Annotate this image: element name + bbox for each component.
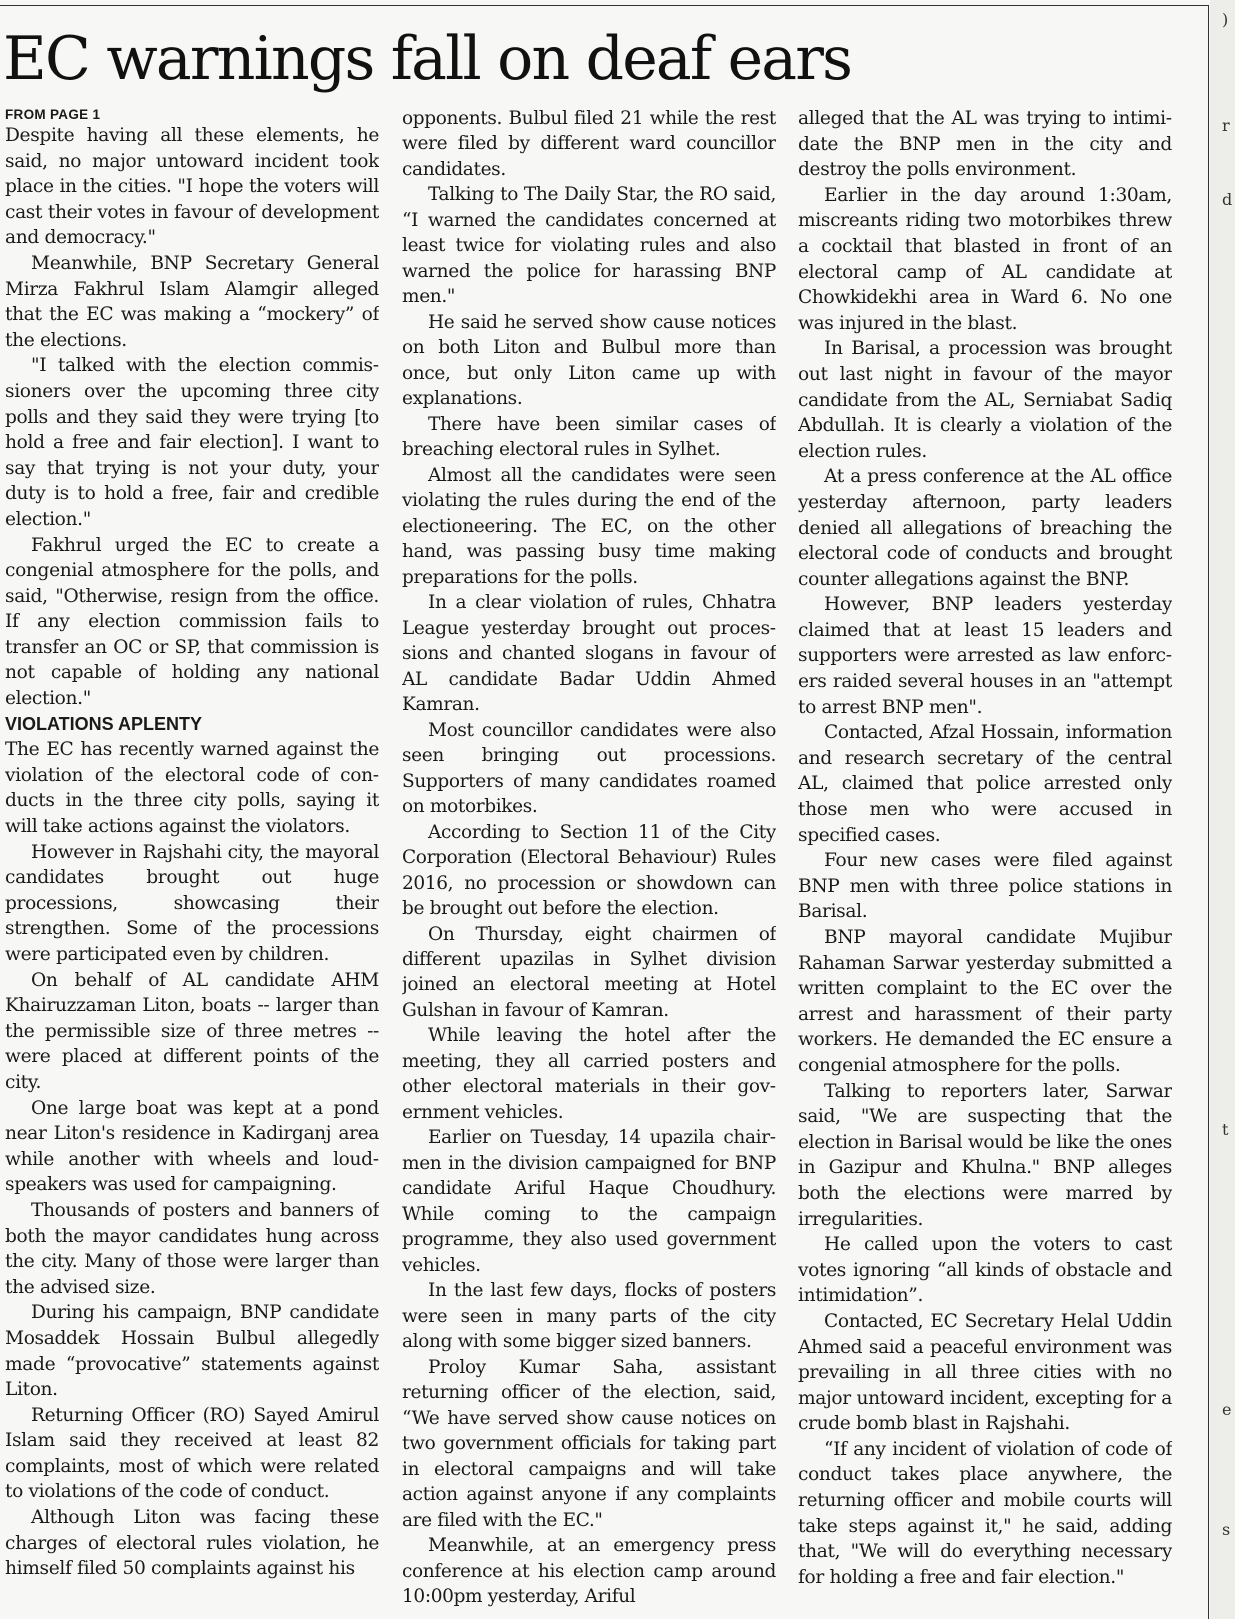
adjacent-column-edge (1210, 0, 1235, 1619)
paragraph: Contacted, EC Secretary Helal Uddin Ahmed said a peaceful environment was prevailing in all three cities with no major untoward incident, excepting for a crude bomb blast in Rajshahi. (798, 1310, 1172, 1435)
edge-fragment: d (1222, 190, 1233, 209)
paragraph: At a press conference at the AL office yesterday afternoon, party leaders denied all allegations of breaching the electoral code of conducts and brought counter allegations against the BNP. (798, 466, 1172, 590)
paragraph: During his campaign, BNP candidate Mosaddek Hossain Bulbul allegedly made “provocative” statements against Liton. (5, 1302, 379, 1401)
paragraph: However in Rajshahi city, the mayoral candidates brought out huge processions, showcasing their strengthen. Some of the processions were participated even by children. (5, 841, 379, 965)
edge-fragment: t (1222, 1120, 1229, 1139)
headline: EC warnings fall on deaf ears (3, 24, 852, 94)
paragraph: On Thursday, eight chairmen of different upazilas in Sylhet division joined an electoral meeting at Hotel Gulshan in favour of Kamran. (402, 923, 776, 1021)
subhead: VIOLATIONS APLENTY (5, 713, 203, 734)
edge-fragment: e (1222, 1400, 1232, 1419)
paragraph: Four new cases were filed against BNP men with three police stations in Barisal. (798, 850, 1172, 923)
paragraph: Contacted, Afzal Hossain, information and research secretary of the central AL, claimed that police arrested only those men who were accused in specified cases. (798, 722, 1172, 846)
paragraph: He called upon the voters to cast votes ignoring “all kinds of obstacle and intimidation”. (798, 1234, 1172, 1307)
paragraph: Meanwhile, BNP Secretary General Mirza Fakhrul Islam Alamgir alleged that the EC was making a “mockery” of the elections. (5, 252, 379, 351)
paragraph: Proloy Kumar Saha, assistant returning officer of the election, said, “We have served show cause notices on two government officials for taking part in electoral campaigns and will take action against anyone if any complaints are filed with the EC." (402, 1356, 776, 1531)
paragraph: Despite having all these elements, he said, no major untoward incident took place in the cities. "I hope the voters will cast their votes in favour of development and democracy." (5, 125, 379, 249)
paragraph: Earlier in the day around 1:30am, miscreants riding two motorbikes threw a cocktail that blasted in front of an electoral camp of AL candidate at Chowkidekhi area in Ward 6. No one was injured in the blast. (798, 184, 1172, 334)
paragraph: In a clear violation of rules, Chhatra League yesterday brought out processions and chanted slogans in favour of AL candidate Badar Uddin Ahmed Kamran. (402, 592, 776, 716)
paragraph: Most councillor candidates were also seen bringing out processions. Supporters of many candidates roamed on motorbikes. (402, 719, 776, 818)
paragraph: Talking to The Daily Star, the RO said, “I warned the candidates concerned at least twice for violating rules and also warned the police for harassing BNP men." (402, 184, 776, 308)
edge-fragment: s (1222, 1520, 1231, 1539)
paragraph: Meanwhile, at an emergency press conference at his election camp around 10:00pm yesterday, Ariful (402, 1535, 776, 1608)
paragraph: Fakhrul urged the EC to create a congenial atmosphere for the polls, and said, "Otherwise, resign from the office. If any election commission fails to transfer an OC or SP, that commission is not capable of holding any national election." (5, 534, 379, 710)
paragraph: While leaving the hotel after the meeting, they all carried posters and other electoral materials in their government vehicles. (402, 1025, 776, 1123)
paragraph: One large boat was kept at a pond near Liton's residence in Kadirganj area while another with wheels and loudspeakers was used for campaigning. (5, 1097, 379, 1196)
column-rule-right (1208, 5, 1209, 1619)
paragraph: The EC has recently warned against the violation of the electoral code of conducts in the three city polls, saying it will take actions against the violators. (5, 739, 379, 838)
paragraph: Thousands of posters and banners of both the mayor candidates hung across the city. Many of those were larger than the advised size. (5, 1199, 379, 1298)
paragraph: Almost all the candidates were seen violating the rules during the end of the electioneering. The EC, on the other hand, was passing busy time making preparations for the polls. (402, 464, 776, 588)
paragraph: However, BNP leaders yesterday claimed that at least 15 leaders and supporters were arrested as law enforcers raided several houses in an "attempt to arrest BNP men". (798, 594, 1172, 718)
paragraph: Earlier on Tuesday, 14 upazila chairmen in the division campaigned for BNP candidate Ariful Haque Choudhury. While coming to the campaign programme, they also used government vehicles. (402, 1127, 776, 1276)
paragraph: There have been similar cases of breaching electoral rules in Sylhet. (402, 413, 776, 461)
paragraph: Talking to reporters later, Sarwar said, "We are suspecting that the election in Barisal would be like the ones in Gazipur and Khulna." BNP alleges both the elections were marred by irregularities. (798, 1080, 1172, 1230)
paragraph: opponents. Bulbul filed 21 while the rest were filed by different ward councillor candidates. (402, 108, 776, 180)
top-rule (0, 5, 1208, 6)
paragraph: “If any incident of violation of code of conduct takes place anywhere, the returning officer and mobile courts will take steps against it," he said, adding that, "We will do everything necessary for holding a free and fair election." (798, 1438, 1172, 1588)
paragraph: He said he served show cause notices on both Liton and Bulbul more than once, but only Liton came up with explanations. (402, 311, 776, 410)
edge-fragment: r (1222, 116, 1230, 135)
paragraph: Returning Officer (RO) Sayed Amirul Islam said they received at least 82 complaints, most of which were related to violations of the code of conduct. (5, 1404, 379, 1503)
paragraph: alleged that the AL was trying to intimidate the BNP men in the city and destroy the polls environment. (798, 108, 1172, 181)
kicker: FROM PAGE 1 (5, 107, 101, 122)
paragraph: In the last few days, flocks of posters were seen in many parts of the city along with some bigger sized banners. (402, 1280, 776, 1353)
paragraph: In Barisal, a procession was brought out last night in favour of the mayor candidate from the AL, Serniabat Sadiq Abdullah. It is clearly a violation of the election rules. (798, 338, 1172, 462)
paragraph: "I talked with the election commissioners over the upcoming three city polls and they said they were trying [to hold a free and fair election]. I want to say that trying is not your duty, your duty is to hold a free, fair and credible election." (5, 355, 379, 530)
paragraph: On behalf of AL candidate AHM Khairuzzaman Liton, boats -- larger than the permissible size of three metres -- were placed at different points of the city. (5, 969, 379, 1093)
article-column-2 (402, 106, 776, 1614)
paragraph: BNP mayoral candidate Mujibur Rahaman Sarwar yesterday submitted a written complaint to the EC over the arrest and harassment of their party workers. He demanded the EC ensure a congenial atmosphere for the polls. (798, 927, 1172, 1076)
article-column-1 (5, 106, 379, 1614)
paragraph: According to Section 11 of the City Corporation (Electoral Behaviour) Rules 2016, no procession or showdown can be brought out before the election. (402, 821, 776, 920)
paragraph: Although Liton was facing these charges of electoral rules violation, he himself filed 50 complaints against his (5, 1507, 379, 1580)
edge-fragment: ) (1222, 10, 1229, 29)
article-column-3 (798, 106, 1172, 1614)
